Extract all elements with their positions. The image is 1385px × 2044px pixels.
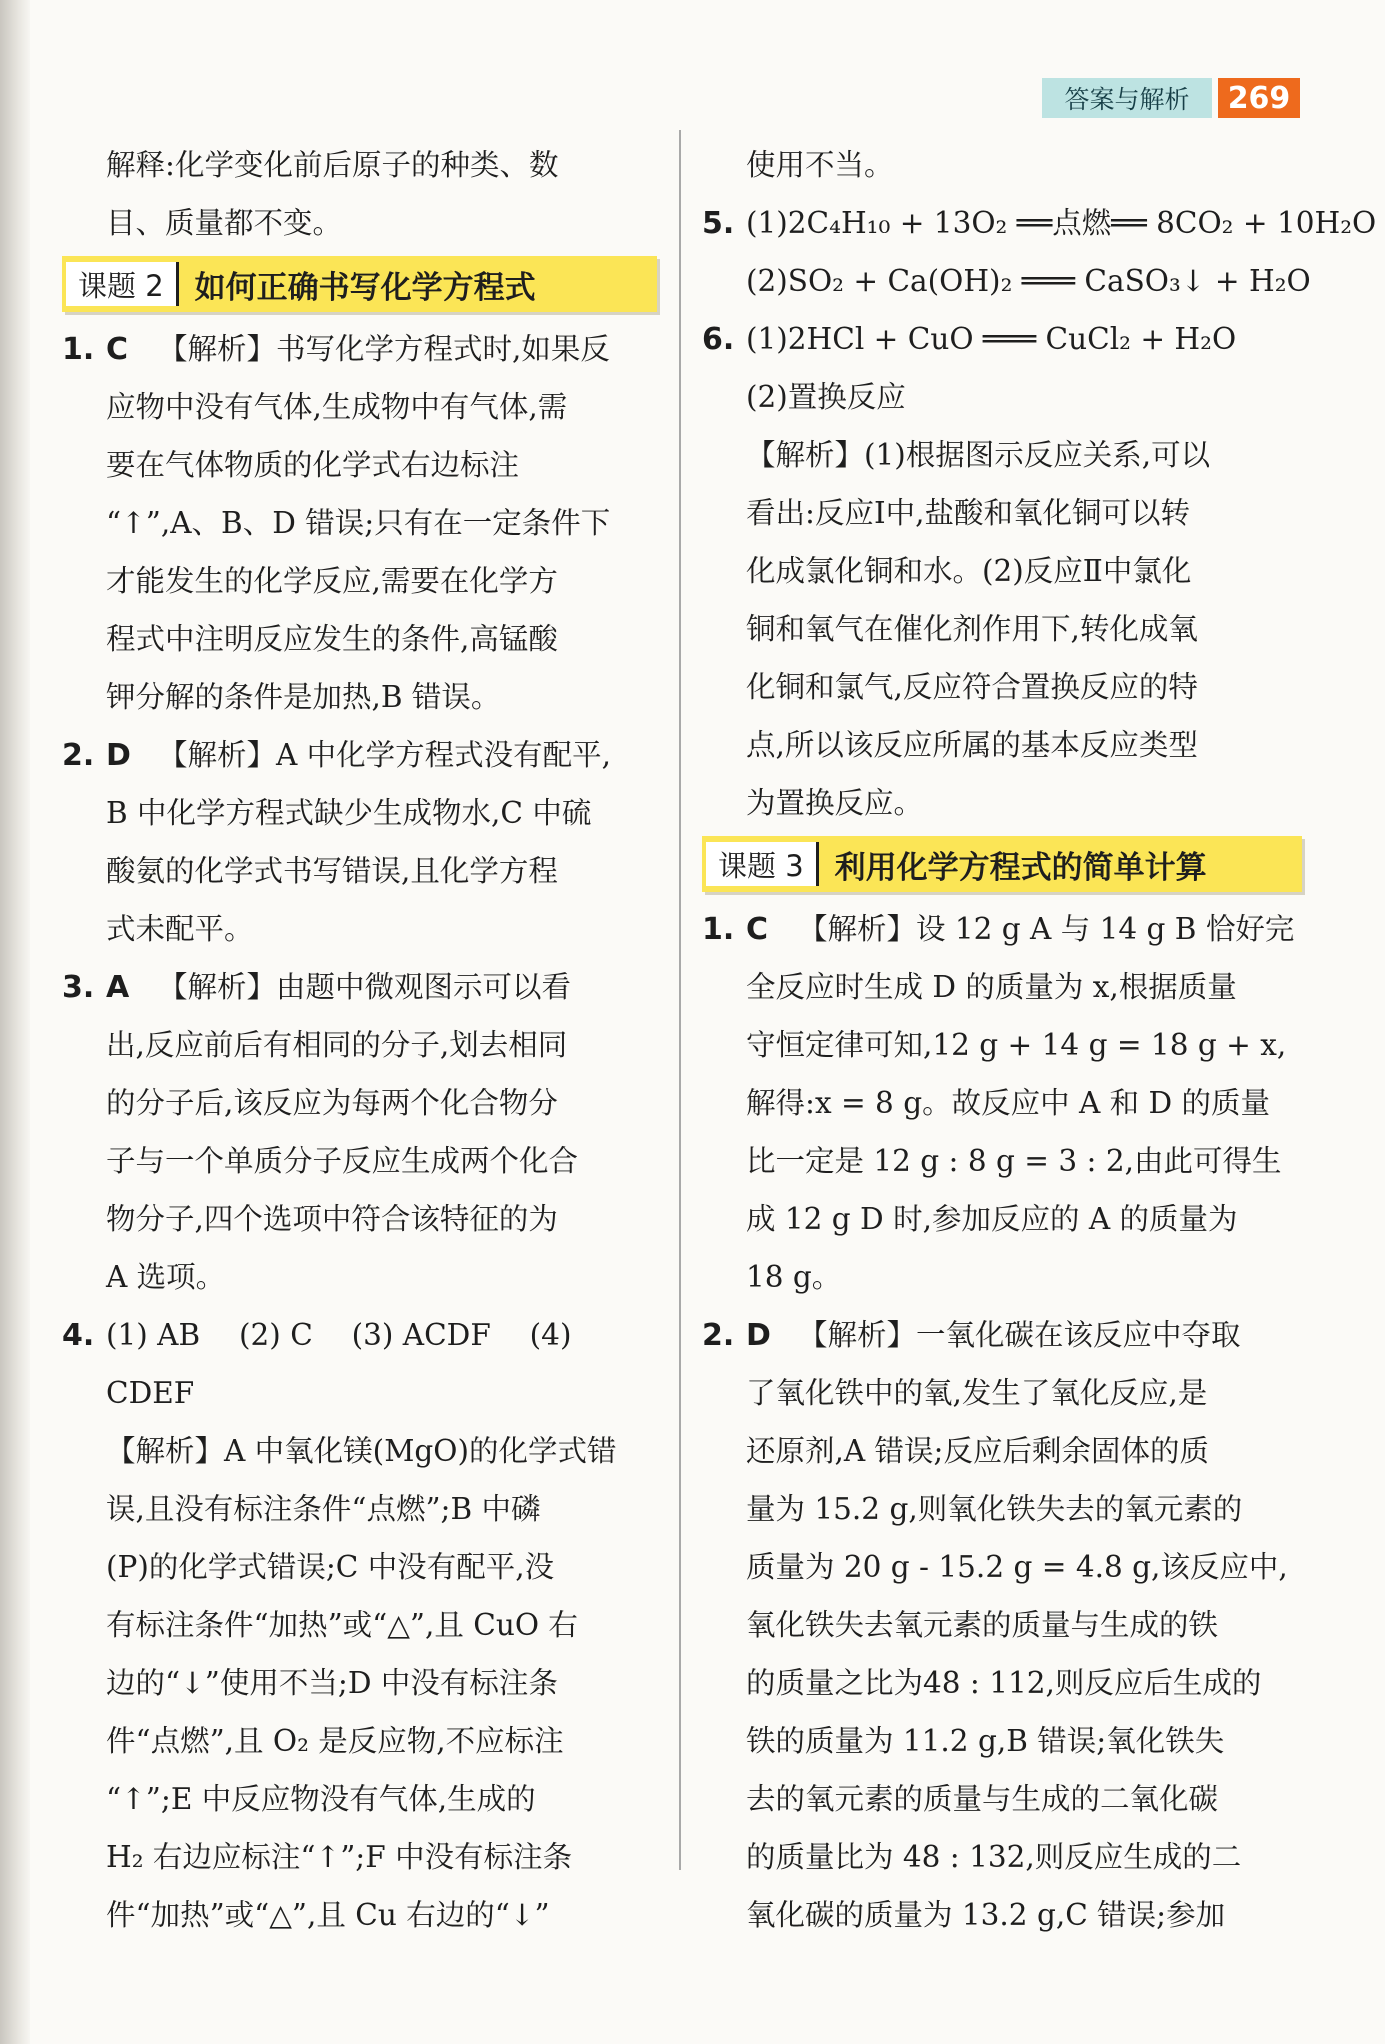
answer-letter: D bbox=[106, 738, 131, 773]
text-line: 的分子后,该反应为每两个化合物分 bbox=[106, 1086, 558, 1120]
text-line: “↑”,A、B、D 错误;只有在一定条件下 bbox=[106, 506, 611, 540]
item-number: 2. bbox=[702, 1318, 735, 1353]
text-line: 比一定是 12 g : 8 g = 3 : 2,由此可得生 bbox=[746, 1144, 1282, 1178]
item-number: 2. bbox=[62, 738, 95, 773]
text-line: 【解析】由题中微观图示可以看 bbox=[158, 970, 572, 1004]
answer-item-5 bbox=[702, 194, 1377, 252]
left-column bbox=[62, 136, 657, 1944]
text-line: 【解析】书写化学方程式时,如果反 bbox=[158, 332, 610, 366]
text-line: A 选项。 bbox=[106, 1260, 226, 1294]
right-column bbox=[702, 136, 1377, 1944]
section-title: 利用化学方程式的简单计算 bbox=[834, 849, 1207, 886]
text-line: 氧化铁失去氧元素的质量与生成的铁 bbox=[746, 1608, 1219, 1642]
text-line: 质量为 20 g - 15.2 g = 4.8 g,该反应中, bbox=[746, 1550, 1288, 1584]
page-binding-shadow bbox=[0, 0, 30, 2044]
text-line: (2)置换反应 bbox=[746, 380, 906, 414]
answer-item-1 bbox=[702, 900, 1302, 958]
item-number: 4. bbox=[62, 1318, 95, 1353]
text-line: 【解析】设 12 g A 与 14 g B 恰好完 bbox=[798, 912, 1295, 946]
text-line: 才能发生的化学反应,需要在化学方 bbox=[106, 564, 558, 598]
answer-letter: A bbox=[106, 970, 130, 1005]
text-line: 的质量比为 48 : 132,则反应生成的二 bbox=[746, 1840, 1242, 1874]
text-line: CDEF bbox=[106, 1376, 195, 1410]
section-tag: 课题 2 bbox=[66, 262, 179, 306]
text-line: 要在气体物质的化学式右边标注 bbox=[106, 448, 520, 482]
text-line: 酸氨的化学式书写错误,且化学方程 bbox=[106, 854, 558, 888]
text-line: “↑”;E 中反应物没有气体,生成的 bbox=[106, 1782, 536, 1816]
text-line: 【解析】A 中化学方程式没有配平, bbox=[158, 738, 612, 772]
text-line: (1) AB (2) C (3) ACDF (4) bbox=[106, 1318, 572, 1352]
item-number: 5. bbox=[702, 206, 735, 241]
equation-line: (1)2HCl + CuO ═══ CuCl₂ + H₂O bbox=[746, 322, 1237, 356]
text-line: 应物中没有气体,生成物中有气体,需 bbox=[106, 390, 568, 424]
text-line: 使用不当。 bbox=[746, 148, 894, 182]
text-line: 出,反应前后有相同的分子,划去相同 bbox=[106, 1028, 568, 1062]
item-number: 6. bbox=[702, 322, 735, 357]
text-line: 件“点燃”,且 O₂ 是反应物,不应标注 bbox=[106, 1724, 564, 1758]
text-line: 点,所以该反应所属的基本反应类型 bbox=[746, 728, 1198, 762]
text-line: 【解析】(1)根据图示反应关系,可以 bbox=[746, 438, 1211, 472]
text-line: 铁的质量为 11.2 g,B 错误;氧化铁失 bbox=[746, 1724, 1225, 1758]
text-line: 程式中注明反应发生的条件,高锰酸 bbox=[106, 622, 558, 656]
answer-item-3 bbox=[62, 958, 657, 1016]
text-line: 还原剂,A 错误;反应后剩余固体的质 bbox=[746, 1434, 1209, 1468]
text-line: 误,且没有标注条件“点燃”;B 中磷 bbox=[106, 1492, 541, 1526]
equation-line: (1)2C₄H₁₀ + 13O₂ ══点燃══ 8CO₂ + 10H₂O bbox=[746, 206, 1377, 240]
page-number: 269 bbox=[1218, 78, 1300, 118]
text-line: 的质量之比为48 : 112,则反应后生成的 bbox=[746, 1666, 1262, 1700]
text-line: 守恒定律可知,12 g + 14 g = 18 g + x, bbox=[746, 1028, 1287, 1062]
answer-letter: C bbox=[746, 912, 769, 947]
column-divider bbox=[679, 130, 681, 1870]
text-line: 了氧化铁中的氧,发生了氧化反应,是 bbox=[746, 1376, 1208, 1410]
text-line: 【解析】一氧化碳在该反应中夺取 bbox=[798, 1318, 1241, 1352]
text-line: B 中化学方程式缺少生成物水,C 中硫 bbox=[106, 796, 592, 830]
text-line: (P)的化学式错误;C 中没有配平,没 bbox=[106, 1550, 555, 1584]
answer-item-2 bbox=[702, 1306, 1302, 1364]
section-title: 如何正确书写化学方程式 bbox=[194, 269, 536, 306]
text-line: 有标注条件“加热”或“△”,且 CuO 右 bbox=[106, 1608, 578, 1642]
text-line: 目、质量都不变。 bbox=[106, 206, 343, 240]
text-line: H₂ 右边应标注“↑”;F 中没有标注条 bbox=[106, 1840, 573, 1874]
text-line: 钾分解的条件是加热,B 错误。 bbox=[106, 680, 501, 714]
answer-item-2 bbox=[62, 726, 657, 784]
answer-letter: C bbox=[106, 332, 129, 367]
text-line: 件“加热”或“△”,且 Cu 右边的“↓” bbox=[106, 1898, 550, 1932]
text-line: 为置换反应。 bbox=[746, 786, 924, 820]
text-line: 成 12 g D 时,参加反应的 A 的质量为 bbox=[746, 1202, 1238, 1236]
answer-letter: D bbox=[746, 1318, 771, 1353]
text-line: 解释:化学变化前后原子的种类、数 bbox=[106, 148, 559, 182]
text-line: 化铜和氯气,反应符合置换反应的特 bbox=[746, 670, 1198, 704]
text-line: 化成氯化铜和水。(2)反应Ⅱ中氯化 bbox=[746, 554, 1192, 588]
text-line: 氧化碳的质量为 13.2 g,C 错误;参加 bbox=[746, 1898, 1226, 1932]
equation-line: (2)SO₂ + Ca(OH)₂ ═══ CaSO₃↓ + H₂O bbox=[746, 264, 1311, 298]
answer-item-1 bbox=[62, 320, 657, 378]
text-line: 物分子,四个选项中符合该特征的为 bbox=[106, 1202, 558, 1236]
item-number: 1. bbox=[702, 912, 735, 947]
text-line: 去的氧元素的质量与生成的二氧化碳 bbox=[746, 1782, 1219, 1816]
text-line: 解得:x = 8 g。故反应中 A 和 D 的质量 bbox=[746, 1086, 1271, 1120]
text-line: 式未配平。 bbox=[106, 912, 254, 946]
section-tag: 课题 3 bbox=[706, 842, 819, 886]
text-line: 全反应时生成 D 的质量为 x,根据质量 bbox=[746, 970, 1237, 1004]
text-line: 量为 15.2 g,则氧化铁失去的氧元素的 bbox=[746, 1492, 1243, 1526]
section-header-topic-2 bbox=[62, 256, 657, 312]
text-line: 18 g。 bbox=[746, 1260, 842, 1294]
header-section-label: 答案与解析 bbox=[1042, 78, 1212, 118]
section-header-topic-3 bbox=[702, 836, 1302, 892]
answer-item-6 bbox=[702, 310, 1302, 368]
item-number: 1. bbox=[62, 332, 95, 367]
text-line: 边的“↓”使用不当;D 中没有标注条 bbox=[106, 1666, 558, 1700]
text-line: 子与一个单质分子反应生成两个化合 bbox=[106, 1144, 579, 1178]
text-line: 看出:反应Ⅰ中,盐酸和氧化铜可以转 bbox=[746, 496, 1190, 530]
item-number: 3. bbox=[62, 970, 95, 1005]
text-line: 铜和氧气在催化剂作用下,转化成氧 bbox=[746, 612, 1198, 646]
answer-item-4 bbox=[62, 1306, 657, 1364]
text-line: 【解析】A 中氧化镁(MgO)的化学式错 bbox=[106, 1434, 617, 1468]
